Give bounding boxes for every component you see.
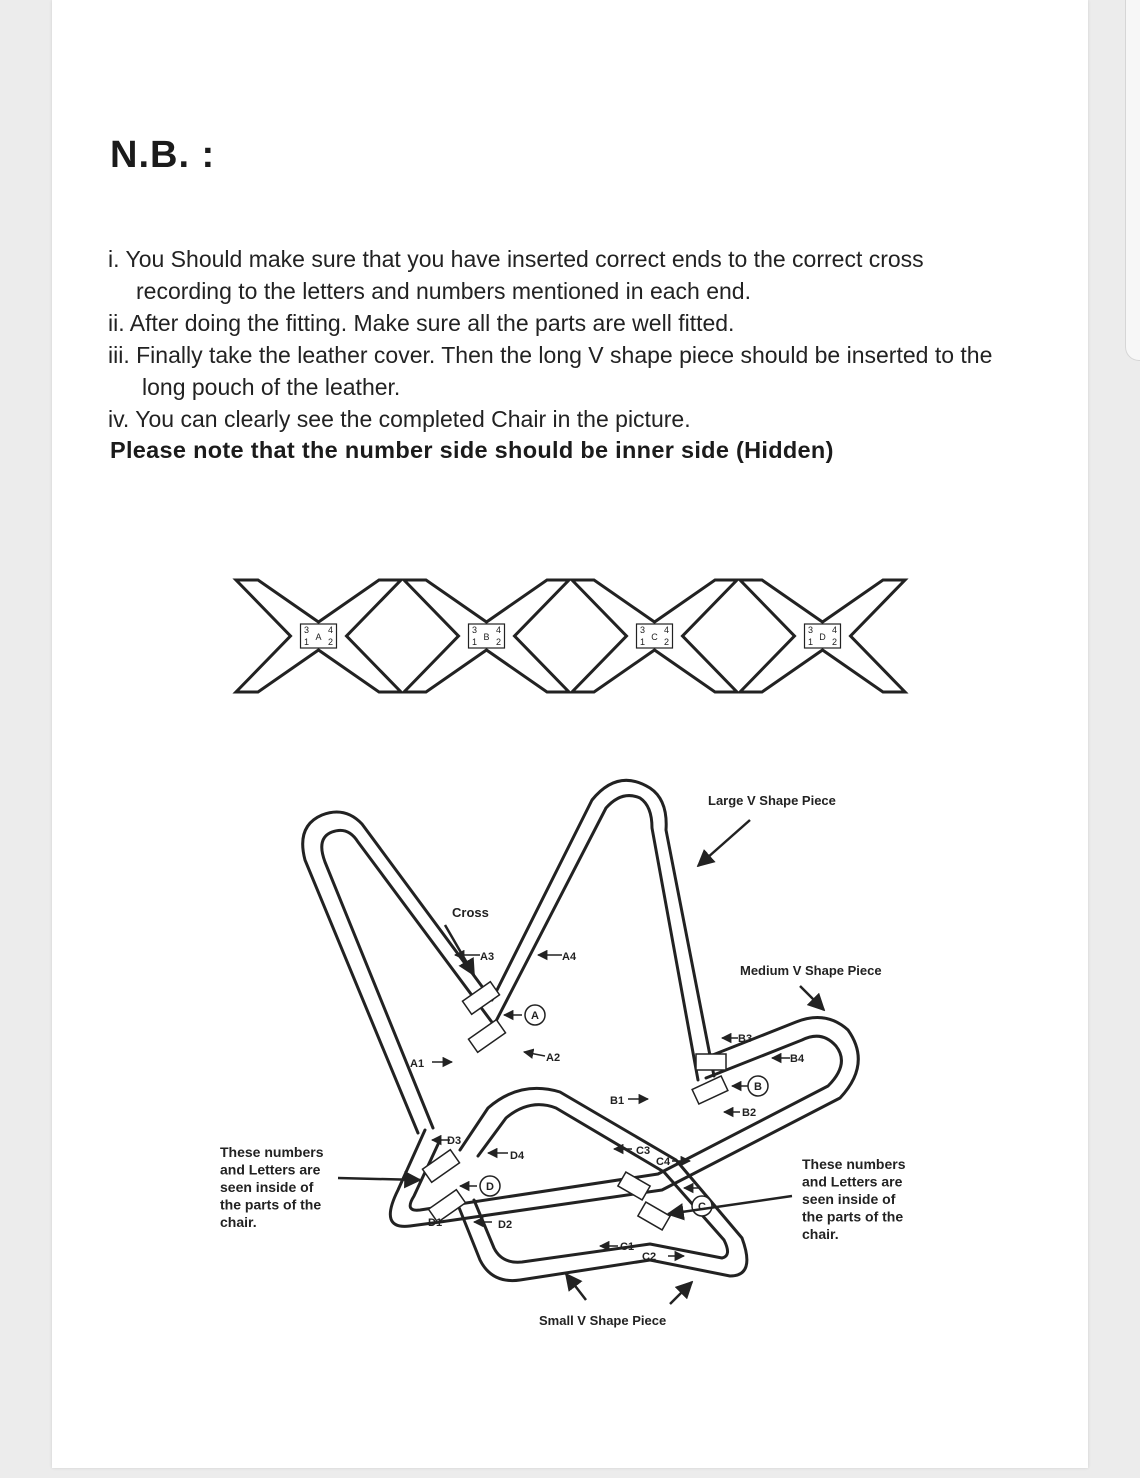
right-note-line: These numbers [802, 1156, 906, 1172]
cross-label: Cross [452, 905, 489, 920]
end-label-b3: B3 [738, 1033, 753, 1045]
end-label-d4: D4 [510, 1150, 525, 1162]
cross-tag-bl: 1 [639, 637, 646, 647]
end-label-b4: B4 [790, 1053, 805, 1065]
cross-tag-tr: 4 [831, 625, 838, 635]
joint-tag [638, 1202, 670, 1230]
joint-tag [468, 1020, 505, 1053]
cross-tag-letter: C [651, 632, 658, 642]
left-note-line: seen inside of [220, 1179, 314, 1195]
joint-tag [422, 1150, 459, 1183]
cross-tag-tl: 3 [807, 625, 814, 635]
cross-letter-a: A [531, 1010, 539, 1022]
end-label-c1: C1 [620, 1241, 635, 1253]
cross-tag-bl: 1 [807, 637, 814, 647]
cross-letter-b: B [754, 1081, 762, 1093]
end-label-a3: A3 [480, 951, 495, 963]
large-v-label: Large V Shape Piece [708, 793, 836, 808]
cross-tag-br: 2 [327, 637, 334, 647]
page-title: N.B. : [110, 134, 216, 176]
joint-tag [696, 1054, 726, 1070]
end-label-b2: B2 [742, 1107, 757, 1119]
medium-v-label: Medium V Shape Piece [740, 963, 882, 978]
cross-letter-c: C [698, 1201, 706, 1213]
left-note-line: and Letters are [220, 1161, 321, 1178]
cross-tag-tr: 4 [327, 625, 334, 635]
cross-pointer-arrow [445, 925, 474, 975]
cross-tag-tr: 4 [495, 625, 502, 635]
end-label-a4: A4 [562, 951, 577, 963]
cross-tag-tl: 3 [303, 625, 310, 635]
cross-tag-br: 2 [663, 637, 670, 647]
end-arrow-a2 [524, 1052, 545, 1056]
cross-tag-bl: 1 [471, 637, 478, 647]
cross-tag-br: 2 [495, 637, 502, 647]
cross-tag-tl: 3 [471, 625, 478, 635]
end-label-c3: C3 [636, 1145, 651, 1157]
note-i: i. You Should make sure that you have inserted correct ends to the correct cross recording to the letters and numbers mentioned in each end. [108, 246, 924, 304]
right-note-line: and Letters are [802, 1173, 903, 1190]
note-iii: iii. Finally take the leather cover. Then the long V shape piece should be inserted to the long pouch of the leather. [108, 342, 993, 400]
large-v-pointer-arrow [698, 820, 750, 866]
left-note-line: These numbers [220, 1144, 324, 1160]
end-label-d2: D2 [498, 1219, 513, 1231]
left-note-pointer-arrow [338, 1178, 420, 1180]
end-label-b1: B1 [610, 1095, 625, 1107]
right-note-line: chair. [802, 1226, 839, 1242]
end-label-c2: C2 [642, 1251, 657, 1263]
medium-v-pointer-arrow [800, 986, 824, 1010]
cross-tag-letter: B [483, 632, 490, 642]
cross-tag-letter: D [819, 632, 826, 642]
end-label-c4: C4 [656, 1156, 671, 1168]
end-label-a1: A1 [410, 1058, 425, 1070]
small-v-pointer-arrow-right [670, 1282, 692, 1304]
end-label-d1: D1 [428, 1217, 443, 1229]
note-iv: iv. You can clearly see the completed Chair in the picture. [108, 406, 691, 432]
end-label-a2: A2 [546, 1052, 561, 1064]
small-v-label: Small V Shape Piece [539, 1313, 667, 1328]
cross-tag-letter: A [315, 632, 322, 642]
right-side-note [802, 1156, 906, 1242]
small-v-pointer-arrow-left [566, 1274, 586, 1300]
number-side-warning: Please note that the number side should be inner side (Hidden) [110, 437, 834, 463]
cross-tag-tl: 3 [639, 625, 646, 635]
cross-tag-bl: 1 [303, 637, 310, 647]
left-note-line: chair. [220, 1214, 257, 1230]
left-note-line: the parts of the [220, 1196, 322, 1213]
cross-tag-tr: 4 [663, 625, 670, 635]
right-note-line: the parts of the [802, 1208, 904, 1225]
cross-tag-br: 2 [831, 637, 838, 647]
cross-letter-d: D [486, 1181, 494, 1193]
end-label-d3: D3 [447, 1135, 462, 1147]
left-side-note [220, 1144, 324, 1230]
note-ii: ii. After doing the fitting. Make sure all the parts are well fitted. [108, 310, 735, 336]
right-note-line: seen inside of [802, 1191, 896, 1207]
